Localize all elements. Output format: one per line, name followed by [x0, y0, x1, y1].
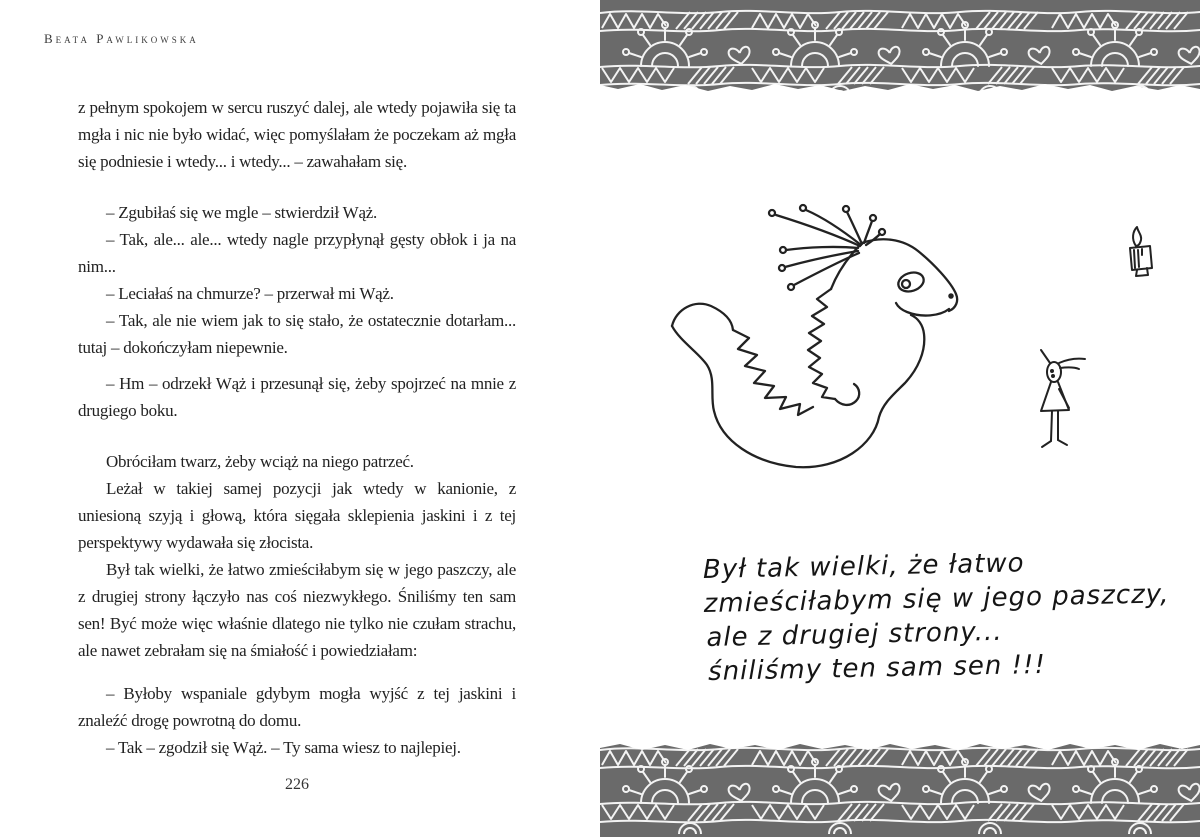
- body-paragraph: – Leciałaś na chmurze? – przerwał mi Wąż.: [106, 284, 394, 303]
- page-number: 226: [285, 776, 309, 793]
- girl-stick-figure: [1041, 350, 1085, 447]
- dragon-doodle: [672, 205, 957, 467]
- handwriting-line: zmieściłabym się w jego paszczy,: [703, 579, 1170, 620]
- handwriting-line: Był tak wielki, że łatwo: [702, 548, 1025, 586]
- folk-border-top: [600, 0, 1200, 100]
- body-paragraph: – Zgubiłaś się we mgle – stwierdził Wąż.: [106, 203, 378, 222]
- right-page: [600, 0, 1200, 837]
- body-paragraph: Był tak wielki, że łatwo zmieściłabym się w jego paszczy, ale z drugiej strony łączyło nas coś niezwykłego. Śniliśmy ten sam sen! Być może więc właśnie dlatego nie tylko nie czułam strachu, ale nawet zebrałam się na śmiałość i powiedziałam:: [78, 560, 516, 660]
- folk-border-bottom: [600, 737, 1200, 837]
- author-header: Beata Pawlikowska: [44, 31, 199, 46]
- body-paragraph: – Hm – odrzekł Wąż i przesunął się, żeby spojrzeć na mnie z drugiego boku.: [78, 374, 516, 420]
- body-paragraph: Obróciłam twarz, żeby wciąż na niego patrzeć.: [106, 452, 414, 471]
- candle-doodle: [1130, 227, 1152, 276]
- handwritten-note: [703, 543, 1186, 689]
- body-text: [78, 94, 516, 761]
- body-paragraph: – Tak, ale nie wiem jak to się stało, że ostatecznie dotarłam... tutaj – dokończyłam niepewnie.: [78, 311, 516, 357]
- body-paragraph: Leżał w takiej samej pozycji jak wtedy w kanionie, z uniesioną szyją i głową, która sięgała sklepienia jaskini i z tej perspektywy wydawała się złocista.: [78, 479, 516, 552]
- body-paragraph: – Tak – zgodził się Wąż. – Ty sama wiesz to najlepiej.: [106, 738, 461, 757]
- body-paragraph: z pełnym spokojem w sercu ruszyć dalej, ale wtedy pojawiła się ta mgła i nic nie było widać, więc pomyślałam że poczekam aż mgła się podniesie i wtedy... i wtedy... – zawahałam się.: [78, 98, 516, 171]
- body-paragraph: – Tak, ale... ale... wtedy nagle przypłynął gęsty obłok i ja na nim...: [78, 230, 516, 276]
- handwriting-line: śniliśmy ten sam sen !!!: [707, 649, 1047, 687]
- body-paragraph: – Byłoby wspaniale gdybym mogła wyjść z tej jaskini i znaleźć drogę powrotną do domu.: [78, 684, 516, 730]
- handwriting-line: ale z drugiej strony...: [706, 616, 1003, 653]
